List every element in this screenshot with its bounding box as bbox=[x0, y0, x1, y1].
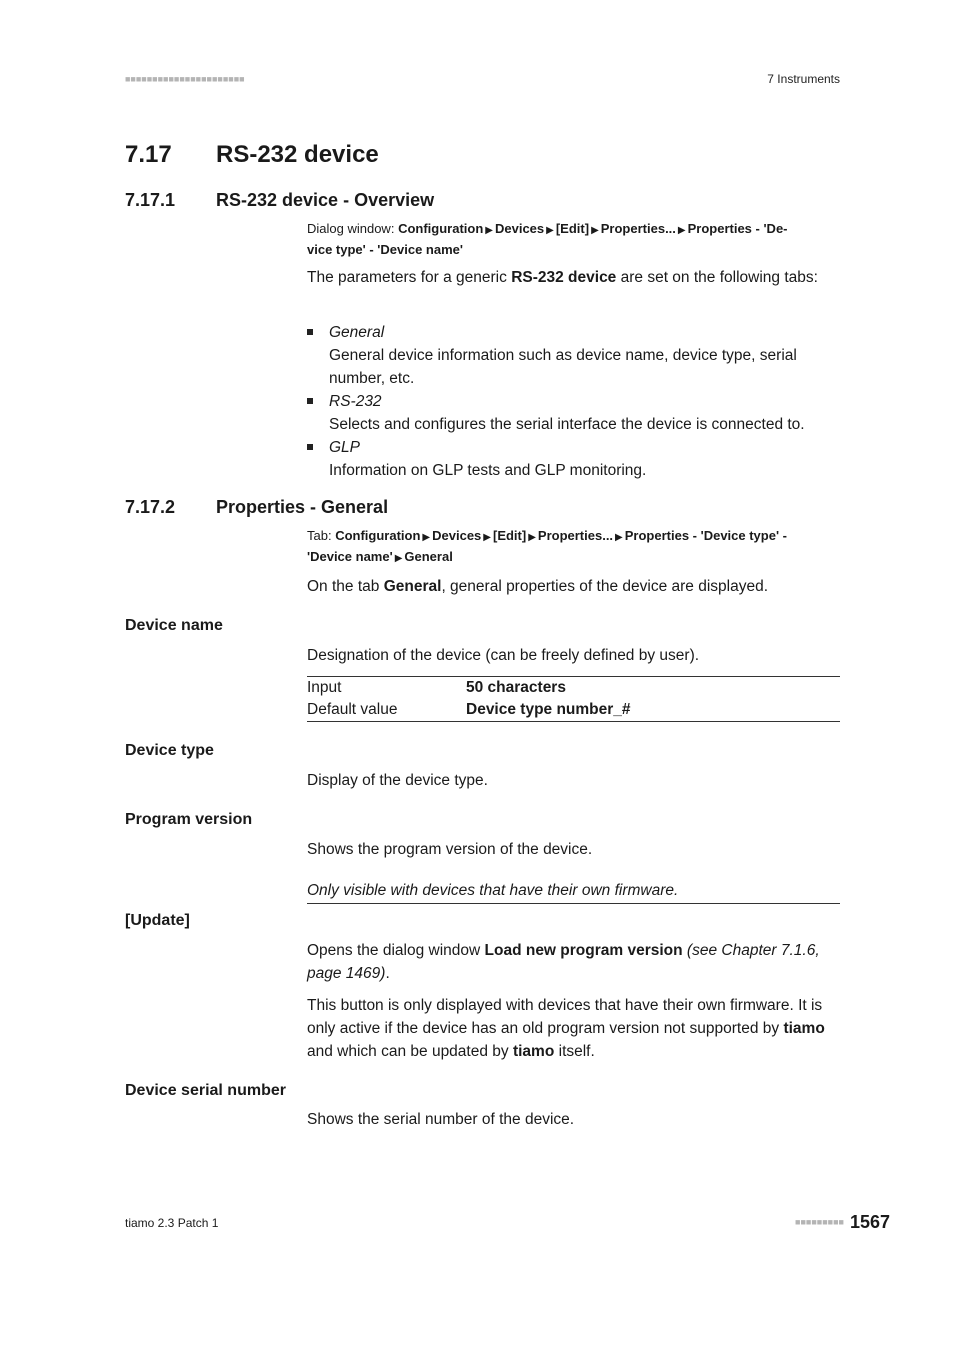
tab-list bbox=[307, 321, 840, 482]
param-desc-program-version: Shows the program version of the device. bbox=[307, 841, 593, 858]
param-desc-serial: Shows the serial number of the device. bbox=[307, 1111, 575, 1128]
arrow-icon: ▶ bbox=[677, 225, 686, 236]
param-desc-device-name: Designation of the device (can be freely defined by user). bbox=[307, 647, 700, 664]
param-label-serial: Device serial number bbox=[125, 1082, 286, 1099]
arrow-icon: ▶ bbox=[546, 225, 554, 236]
overview-number: 7.17.1 bbox=[125, 190, 176, 210]
param-label-update: [Update] bbox=[125, 912, 190, 929]
param-text-update: This button is only displayed with devices that have their own firmware. It is only active if the device has an old program version not supported by tiamo and which can be updated by tiamo itself. bbox=[307, 997, 825, 1060]
arrow-icon: ▶ bbox=[422, 532, 431, 543]
footer-decoration: ■■■■■■■■■ bbox=[795, 1217, 844, 1227]
arrow-icon: ▶ bbox=[394, 553, 403, 564]
general-heading bbox=[125, 497, 388, 518]
general-intro: On the tab General, general properties of the device are displayed. bbox=[307, 578, 768, 595]
list-item: GLP Information on GLP tests and GLP monitoring. bbox=[307, 436, 840, 482]
param-label-program-version: Program version bbox=[125, 811, 253, 828]
overview-intro: The parameters for a generic RS-232 device are set on the following tabs: bbox=[307, 269, 818, 286]
param-note-program-version: Only visible with devices that have their own firmware. bbox=[307, 879, 840, 904]
overview-heading bbox=[125, 190, 434, 211]
arrow-icon: ▶ bbox=[528, 532, 536, 543]
arrow-icon: ▶ bbox=[615, 532, 623, 543]
param-label-device-type: Device type bbox=[125, 742, 214, 759]
header-chapter: 7 Instruments bbox=[767, 72, 840, 86]
table-row: Default value Device type number_# bbox=[307, 701, 631, 718]
list-item: General General device information such as device name, device type, serial number, etc. bbox=[307, 321, 840, 390]
general-title: Properties - General bbox=[216, 497, 389, 517]
list-item: RS-232 Selects and configures the serial interface the device is connected to. bbox=[307, 390, 840, 436]
bullet-icon bbox=[307, 398, 313, 404]
overview-dialog-path: Dialog window: Configuration ▶ Devices ▶ [Edit] ▶ Properties... ▶ Properties - 'De- vice type' - 'Device name' bbox=[307, 221, 788, 257]
general-number: 7.17.2 bbox=[125, 497, 176, 517]
param-table-device-name bbox=[307, 676, 840, 722]
header-decoration: ■■■■■■■■■■■■■■■■■■■■■■ bbox=[125, 74, 245, 84]
chapter-reference-link[interactable]: (see Chapter 7.1.6, page 1469) bbox=[307, 942, 820, 982]
page-number: 1567 bbox=[849, 1212, 890, 1232]
bullet-icon bbox=[307, 444, 313, 450]
footer-page bbox=[795, 1212, 890, 1233]
arrow-icon: ▶ bbox=[591, 225, 599, 236]
overview-title: RS-232 device - Overview bbox=[216, 190, 435, 210]
arrow-icon: ▶ bbox=[483, 532, 491, 543]
param-label-device-name: Device name bbox=[125, 617, 223, 634]
arrow-icon: ▶ bbox=[485, 225, 493, 236]
table-row: Input 50 characters bbox=[307, 679, 566, 696]
section-title: RS-232 device bbox=[216, 141, 379, 168]
section-heading bbox=[125, 141, 379, 169]
footer-product: tiamo 2.3 Patch 1 bbox=[125, 1216, 219, 1230]
section-number: 7.17 bbox=[125, 141, 172, 168]
param-desc-device-type: Display of the device type. bbox=[307, 772, 488, 789]
general-tab-path: Tab: Configuration ▶ Devices ▶ [Edit] ▶ Properties... ▶ Properties - 'Device type' - 'Device name' ▶ General bbox=[307, 528, 787, 564]
param-desc-update: Opens the dialog window Load new program version (see Chapter 7.1.6, page 1469). bbox=[307, 942, 820, 982]
bullet-icon bbox=[307, 329, 313, 335]
